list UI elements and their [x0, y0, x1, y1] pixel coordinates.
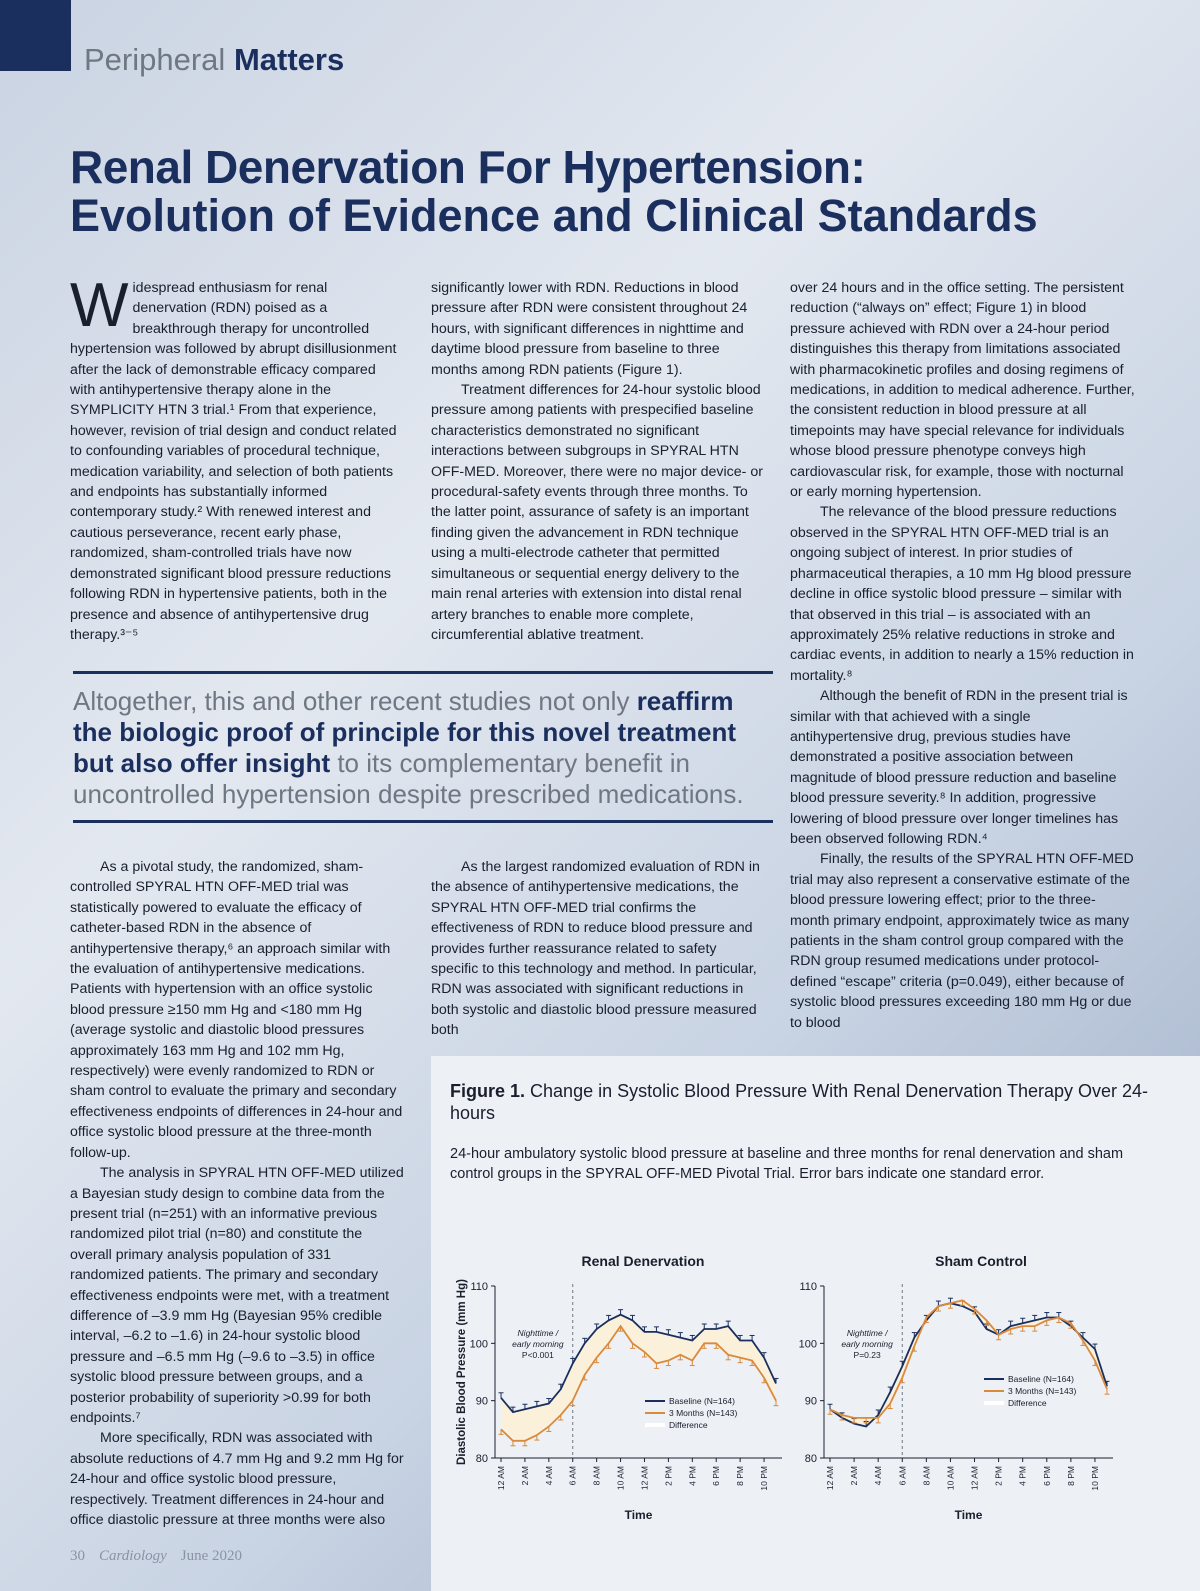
baseline-line [830, 1303, 1107, 1426]
y-tick-label: 80 [804, 1453, 817, 1465]
lower-column-2 [431, 857, 767, 1041]
x-tick-label: 12 AM [969, 1466, 980, 1491]
y-tick-label: 110 [799, 1281, 817, 1293]
article-subtitle: Evolution of Evidence and Clinical Standards [70, 190, 1038, 241]
figure-label: Figure 1. [450, 1081, 526, 1101]
x-tick-label: 4 PM [687, 1466, 698, 1486]
y-tick-label: 110 [470, 1281, 488, 1293]
legend-label: 3 Months (N=143) [669, 1408, 738, 1418]
intro-col2-paragraph-1: significantly lower with RDN. Reductions in blood pressure after RDN were consistent throughout 24 hours, with significant differences in nighttime and daytime blood pressure from baseline to three months among RDN patients (Figure 1). [431, 280, 748, 378]
annotation-text: Nighttime / [846, 1328, 888, 1338]
x-tick-label: 10 AM [945, 1466, 956, 1491]
x-tick-label: 12 AM [825, 1466, 835, 1491]
figure-panel [431, 1056, 1200, 1591]
y-tick-label: 100 [469, 1338, 488, 1351]
chart-title: Renal Denervation [581, 1253, 705, 1269]
figure-title [450, 1080, 1170, 1124]
legend-label: 3 Months (N=143) [1008, 1386, 1077, 1396]
x-tick-label: 6 AM [567, 1466, 578, 1486]
lower-column-1 [70, 857, 406, 1530]
intro-col3-paragraph-4: Finally, the results of the SPYRAL HTN OFF-MED trial may also represent a conservative estimate of the blood pressure lowering effect; prior to the three-month primary endpoint, approximately twice as many patients in the sham control group compared with the RDN group resumed medications under protocol-defined “escape” criteria (p=0.049), either because of systolic blood pressures exceeding 180 mm Hg or due to blood [790, 851, 1134, 1031]
lower-col1-paragraph-3: More specifically, RDN was associated with absolute reductions of 4.7 mm Hg and 9.2 mm Hg for 24-hour and office systolic blood pressure, respectively. Treatment differences in 24-hour and office diastolic pressure at three months were also [70, 1430, 404, 1528]
pull-quote-part-2: to its complementary benefit in uncontrolled hypertension despite prescribed medications. [73, 748, 744, 809]
publication-name: Cardiology [99, 1548, 167, 1564]
section-label [84, 42, 344, 78]
legend-label: Baseline (N=164) [1008, 1374, 1074, 1384]
issue-date: June 2020 [180, 1548, 243, 1564]
y-axis-label: Diastolic Blood Pressure (mm Hg) [456, 1279, 468, 1465]
lower-col1-paragraph-2: The analysis in SPYRAL HTN OFF-MED utilized a Bayesian study design to combine data from the present trial (n=251) with an informative previous randomized pilot trial (n=80) and constitute the overall primary analysis population of 331 randomized patients. The primary and secondary effectiveness endpoints were met, with a treatment difference of –3.9 mm Hg (Bayesian 95% credible interval, –6.2 to –1.6) in 24-hour systolic blood pressure and –6.5 mm Hg (–9.6 to –3.5) in office systolic blood pressure between groups, and a posterior probability of superiority >0.99 for both endpoints.⁷ [70, 1165, 404, 1426]
x-tick-label: 4 AM [873, 1466, 884, 1486]
x-tick-label: 6 PM [1041, 1466, 1052, 1486]
legend-label: Baseline (N=164) [669, 1396, 735, 1406]
drop-cap: W [70, 271, 129, 340]
page-number: 30 [70, 1548, 85, 1564]
figure-title-text: Change in Systolic Blood Pressure With Renal Denervation Therapy Over 24-hours [450, 1081, 1148, 1123]
annotation-text: early morning [512, 1339, 564, 1349]
page-footer [70, 1548, 242, 1565]
intro-col3-paragraph-1: over 24 hours and in the office setting. The persistent reduction (“always on” effect; Figure 1) in blood pressure achieved with RDN over a 24-hour period distinguishes this therapy from limitations associated with pharmacokinetic profiles and dosing regimens of medications, in addition to medical adherence. Further, the consistent reduction in blood pressure at all timepoints may have special relevance for individuals whose blood pressure phenotype conveys high cardiovascular risk, for example, those with nocturnal or early morning hypertension. [790, 280, 1135, 501]
chart-title: Sham Control [935, 1253, 1027, 1269]
lower-col1-paragraph-1: As a pivotal study, the randomized, sham-controlled SPYRAL HTN OFF-MED trial was statistically powered to evaluate the efficacy of catheter-based RDN in the absence of antihypertensive therapy,⁶ an approach similar with the evaluation of antihypertensive medications. Patients with hypertension with an office systolic blood pressure ≥150 mm Hg and <180 mm Hg (average systolic and diastolic blood pressures approximately 163 mm Hg and 102 mm Hg, respectively) were evenly randomized to RDN or sham control to evaluate the primary and secondary effectiveness endpoints of differences in 24-hour and office systolic blood pressure at the three-month follow-up. [70, 859, 403, 1161]
x-tick-label: 12 AM [496, 1466, 506, 1491]
pull-quote-bold: reaffirm the biologic proof of principle for this novel treatment but also offer insight [73, 686, 737, 778]
corner-accent-block [0, 0, 71, 71]
x-axis-label: Time [624, 1508, 653, 1522]
intro-col3-paragraph-3: Although the benefit of RDN in the present trial is similar with that achieved with a single antihypertensive drug, previous studies have demonstrated a positive association between magnitude of blood pressure reduction and baseline blood pressure severity.⁸ In addition, progressive lowering of blood pressure over longer timelines has been observed following RDN.⁴ [790, 688, 1128, 847]
pull-quote-part-1: Altogether, this and other recent studies not only [73, 686, 637, 716]
y-tick-label: 90 [804, 1395, 817, 1408]
annotation-text: P<0.001 [521, 1350, 554, 1360]
x-tick-label: 2 PM [993, 1466, 1004, 1486]
y-tick-label: 90 [475, 1395, 488, 1408]
x-tick-label: 12 AM [639, 1466, 650, 1491]
x-tick-label: 4 AM [543, 1466, 554, 1486]
intro-col3-paragraph-2: The relevance of the blood pressure reductions observed in the SPYRAL HTN OFF-MED trial is an ongoing subject of interest. In prior studies of pharmaceutical therapies, a 10 mm Hg blood pressure decline in office systolic blood pressure – similar with that observed in this trial – is associated with an approximately 25% relative reductions in stroke and cardiac events, in addition to nearly a 15% reduction in mortality.⁸ [790, 504, 1134, 684]
chart-sham-control [799, 1253, 1113, 1522]
section-label-bold: Matters [233, 42, 345, 77]
article-title: Renal Denervation For Hypertension: [70, 141, 866, 193]
x-axis-label: Time [954, 1508, 983, 1522]
x-tick-label: 8 AM [591, 1466, 602, 1486]
x-tick-label: 4 PM [1017, 1466, 1028, 1486]
x-tick-label: 10 AM [615, 1466, 626, 1491]
x-tick-label: 2 AM [519, 1466, 530, 1486]
figure-caption: 24-hour ambulatory systolic blood pressure at baseline and three months for renal denervation and sham control groups in the SPYRAL OFF-MED Pivotal Trial. Error bars indicate one standard error. [450, 1146, 1124, 1182]
x-tick-label: 10 PM [759, 1466, 770, 1491]
legend-label: Difference [669, 1420, 708, 1430]
x-tick-label: 6 AM [897, 1466, 908, 1486]
chart-renal-denervation [456, 1253, 782, 1522]
intro-column-1 [70, 271, 400, 645]
y-tick-label: 100 [798, 1338, 817, 1351]
intro-col2-paragraph-2: Treatment differences for 24-hour systolic blood pressure among patients with prespecified baseline characteristics demonstrated no significant interactions between subgroups in SPYRAL HTN OFF-MED. Moreover, there were no major device- or procedural-safety events through three months. To the latter point, assurance of safety is an important finding given the advancement in RDN technique using a multi-electrode catheter that permitted simultaneous or sequential energy delivery to the main renal arteries with extension into distal renal artery branches to enable more complete, circumferential ablative treatment. [431, 382, 763, 643]
annotation-text: P=0.23 [853, 1350, 881, 1360]
legend-label: Difference [1008, 1398, 1047, 1408]
intro-column-3 [790, 278, 1135, 1033]
x-tick-label: 2 PM [663, 1466, 674, 1486]
intro-column-2 [431, 278, 767, 645]
difference-area [830, 1300, 1107, 1426]
intro-paragraph-1: idespread enthusiasm for renal denervation (RDN) poised as a breakthrough therapy for uncontrolled hypertension was followed by abrupt disillusionment after the lack of demonstrable efficacy compared with antihypertensive therapy alone in the SYMPLICITY HTN 3 trial.¹ From that experience, however, revision of trial design and conduct related to confounding variables of procedural technique, medication variability, and selection of both patients and endpoints has substantially informed contemporary study.² With renewed interest and cautious perseverance, recent early phase, randomized, sham-controlled trials have now demonstrated significant blood pressure reductions following RDN in hypertensive patients, both in the presence and absence of antihypertensive drug therapy.³⁻⁵ [70, 280, 397, 643]
lower-col2-paragraph-1: As the largest randomized evaluation of RDN in the absence of antihypertensive medications, the SPYRAL HTN OFF-MED trial confirms the effectiveness of RDN to reduce blood pressure and provides further reassurance related to safety specific to this technology and method. In particular, RDN was associated with significant reductions in both systolic and diastolic blood pressure measured both [431, 859, 760, 1039]
section-label-light: Peripheral [84, 42, 226, 77]
x-tick-label: 8 PM [735, 1466, 746, 1486]
x-tick-label: 2 AM [849, 1466, 860, 1486]
x-tick-label: 8 PM [1065, 1466, 1076, 1486]
x-tick-label: 6 PM [711, 1466, 722, 1486]
annotation-text: Nighttime / [517, 1328, 559, 1338]
y-tick-label: 80 [475, 1453, 488, 1465]
pull-quote [73, 671, 773, 823]
annotation-text: early morning [841, 1339, 893, 1349]
x-tick-label: 8 AM [921, 1466, 932, 1486]
figure-charts [431, 1206, 1200, 1526]
x-tick-label: 10 PM [1089, 1466, 1100, 1491]
